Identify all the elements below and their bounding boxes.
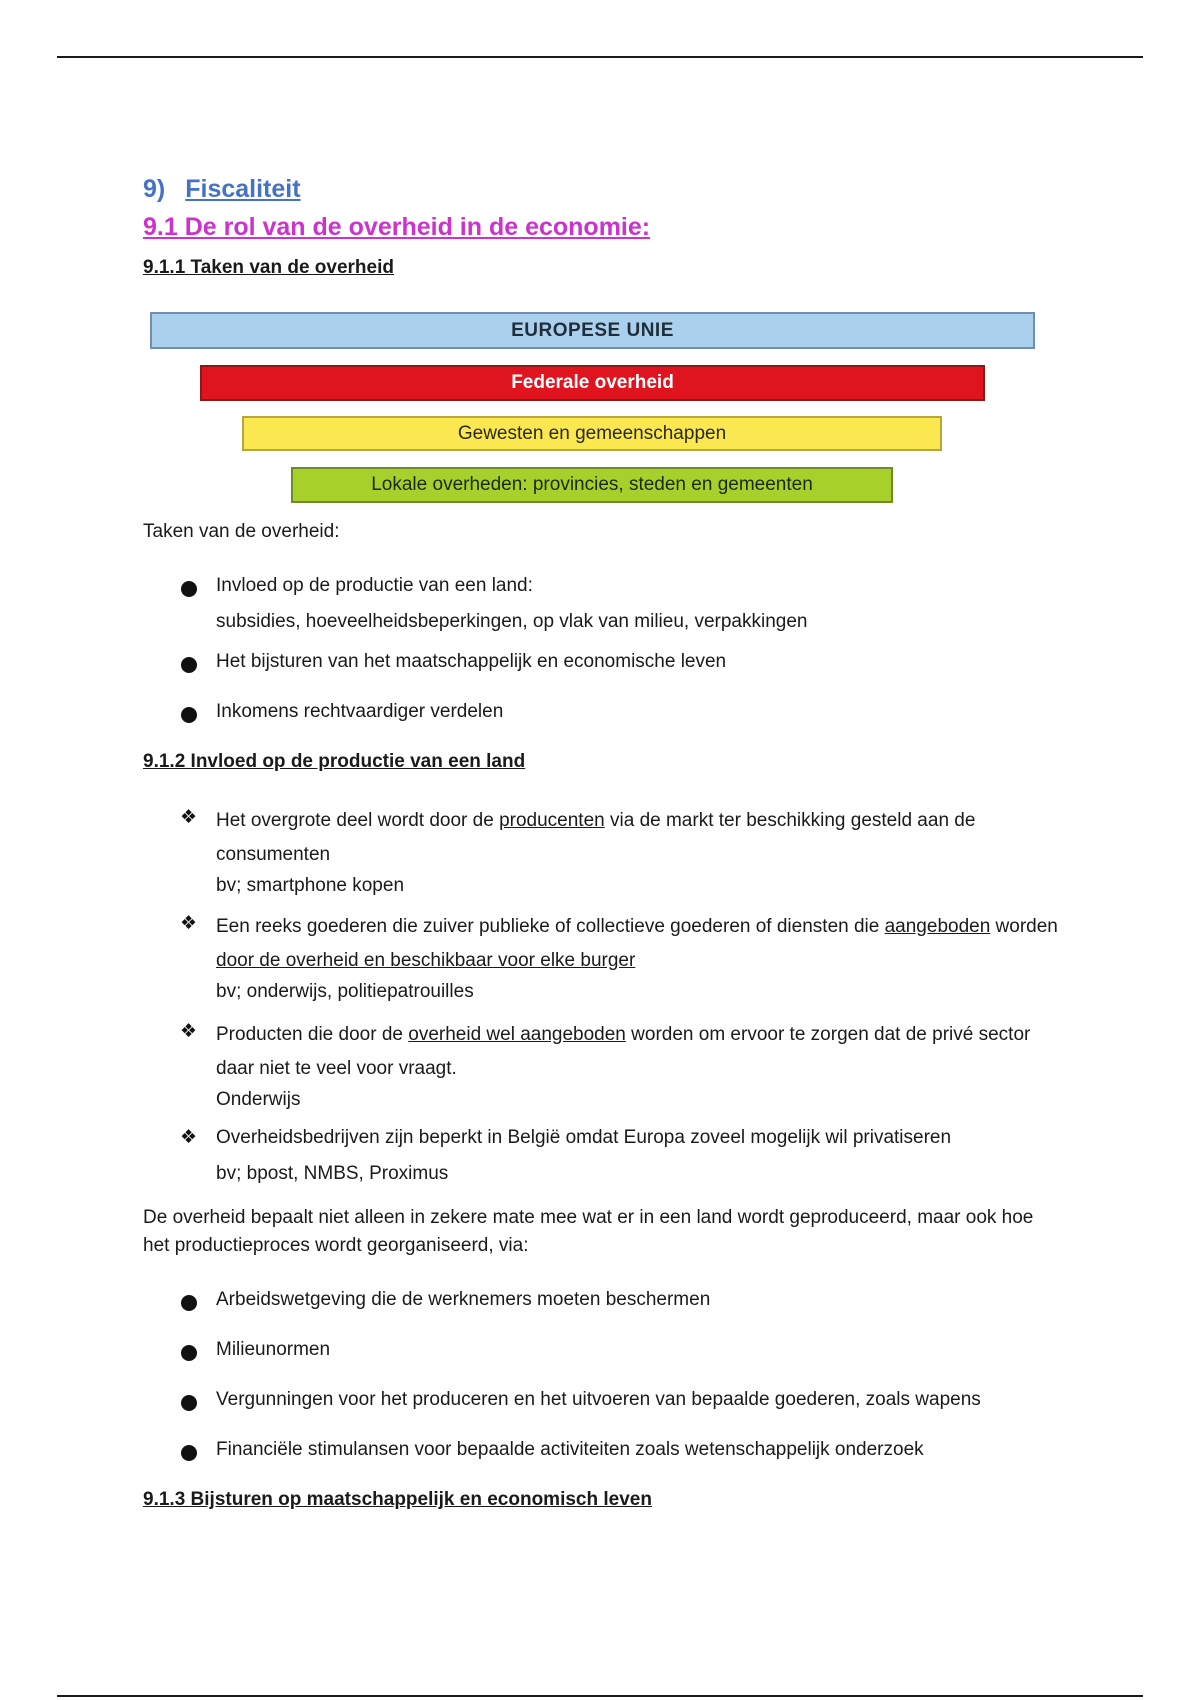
process-list (143, 1286, 1063, 1464)
document-body (143, 170, 1063, 1512)
list-item (143, 1436, 1063, 1464)
process-item-text: Milieunormen (216, 1339, 331, 1360)
footer-rule (57, 1695, 1143, 1697)
level-local: Lokale overheden: provincies, steden en gemeenten (291, 467, 893, 503)
level-eu: EUROPESE UNIE (150, 312, 1035, 349)
task-main: Inkomens rechtvaardiger verdelen (216, 701, 504, 722)
process-item-text: Arbeidswetgeving die de werknemers moeten beschermen (216, 1289, 711, 1310)
production-example: bv; onderwijs, politiepatrouilles (216, 981, 474, 1002)
bullet-icon (181, 657, 197, 673)
list-item (143, 1286, 1063, 1314)
production-example: bv; smartphone kopen (216, 875, 405, 896)
process-intro: De overheid bepaalt niet alleen in zekere mate mee wat er in een land wordt geproduceerd, maar ook hoe het productieproces wordt georganiseerd, via: (143, 1207, 1034, 1256)
list-item (143, 1018, 1063, 1114)
section-heading-9-1-3: 9.1.3 Bijsturen op maatschappelijk en economisch leven (143, 1489, 652, 1510)
chapter-title-text: Fiscaliteit (185, 175, 301, 203)
production-text: Producten die door de overheid wel aangeboden worden om ervoor te zorgen dat de privé sector daar niet te veel voor vraagt. (216, 1024, 1031, 1079)
level-federal: Federale overheid (200, 365, 985, 401)
level-regions: Gewesten en gemeenschappen (242, 416, 942, 451)
diamond-bullet-icon: ❖ (180, 1021, 198, 1042)
process-item-text: Vergunningen voor het produceren en het uitvoeren van bepaalde goederen, zoals wapens (216, 1389, 981, 1410)
bullet-icon (181, 1345, 197, 1361)
bullet-icon (181, 1445, 197, 1461)
process-item-text: Financiële stimulansen voor bepaalde activiteiten zoals wetenschappelijk onderzoek (216, 1439, 924, 1460)
task-main: Het bijsturen van het maatschappelijk en economische leven (216, 651, 727, 672)
list-item (143, 1386, 1063, 1414)
chapter-title (143, 170, 1063, 208)
tasks-intro: Taken van de overheid: (143, 521, 340, 542)
production-example: Onderwijs (216, 1089, 301, 1110)
diamond-bullet-icon: ❖ (180, 807, 198, 828)
list-item (143, 648, 1063, 676)
bullet-icon (181, 707, 197, 723)
chapter-number: 9) (143, 175, 166, 203)
diamond-bullet-icon: ❖ (180, 1127, 198, 1148)
production-example: bv; bpost, NMBS, Proximus (216, 1163, 449, 1184)
government-levels-diagram (143, 312, 1063, 518)
diamond-bullet-icon: ❖ (180, 913, 198, 934)
production-text: Overheidsbedrijven zijn beperkt in België omdat Europa zoveel mogelijk wil privatiseren (216, 1127, 952, 1148)
section-heading-9-1-2: 9.1.2 Invloed op de productie van een land (143, 751, 526, 772)
bullet-icon (181, 581, 197, 597)
task-main: Invloed op de productie van een land: (216, 575, 533, 596)
list-item (143, 1336, 1063, 1364)
header-rule (57, 56, 1143, 58)
list-item (143, 1124, 1063, 1188)
production-list (143, 804, 1063, 1188)
bullet-icon (181, 1295, 197, 1311)
bullet-icon (181, 1395, 197, 1411)
production-text: Het overgrote deel wordt door de producenten via de markt ter beschikking gesteld aan de consumenten (216, 810, 976, 865)
list-item (143, 572, 1063, 636)
section-heading-9-1: 9.1 De rol van de overheid in de economie: (143, 213, 651, 241)
list-item (143, 804, 1063, 900)
production-text: Een reeks goederen die zuiver publieke of collectieve goederen of diensten die aangeboden worden door de overheid en beschikbaar voor elke burger (216, 916, 1058, 971)
tasks-list (143, 572, 1063, 726)
list-item (143, 910, 1063, 1006)
section-heading-9-1-1: 9.1.1 Taken van de overheid (143, 257, 394, 278)
task-sub: subsidies, hoeveelheidsbeperkingen, op vlak van milieu, verpakkingen (216, 611, 808, 632)
list-item (143, 698, 1063, 726)
